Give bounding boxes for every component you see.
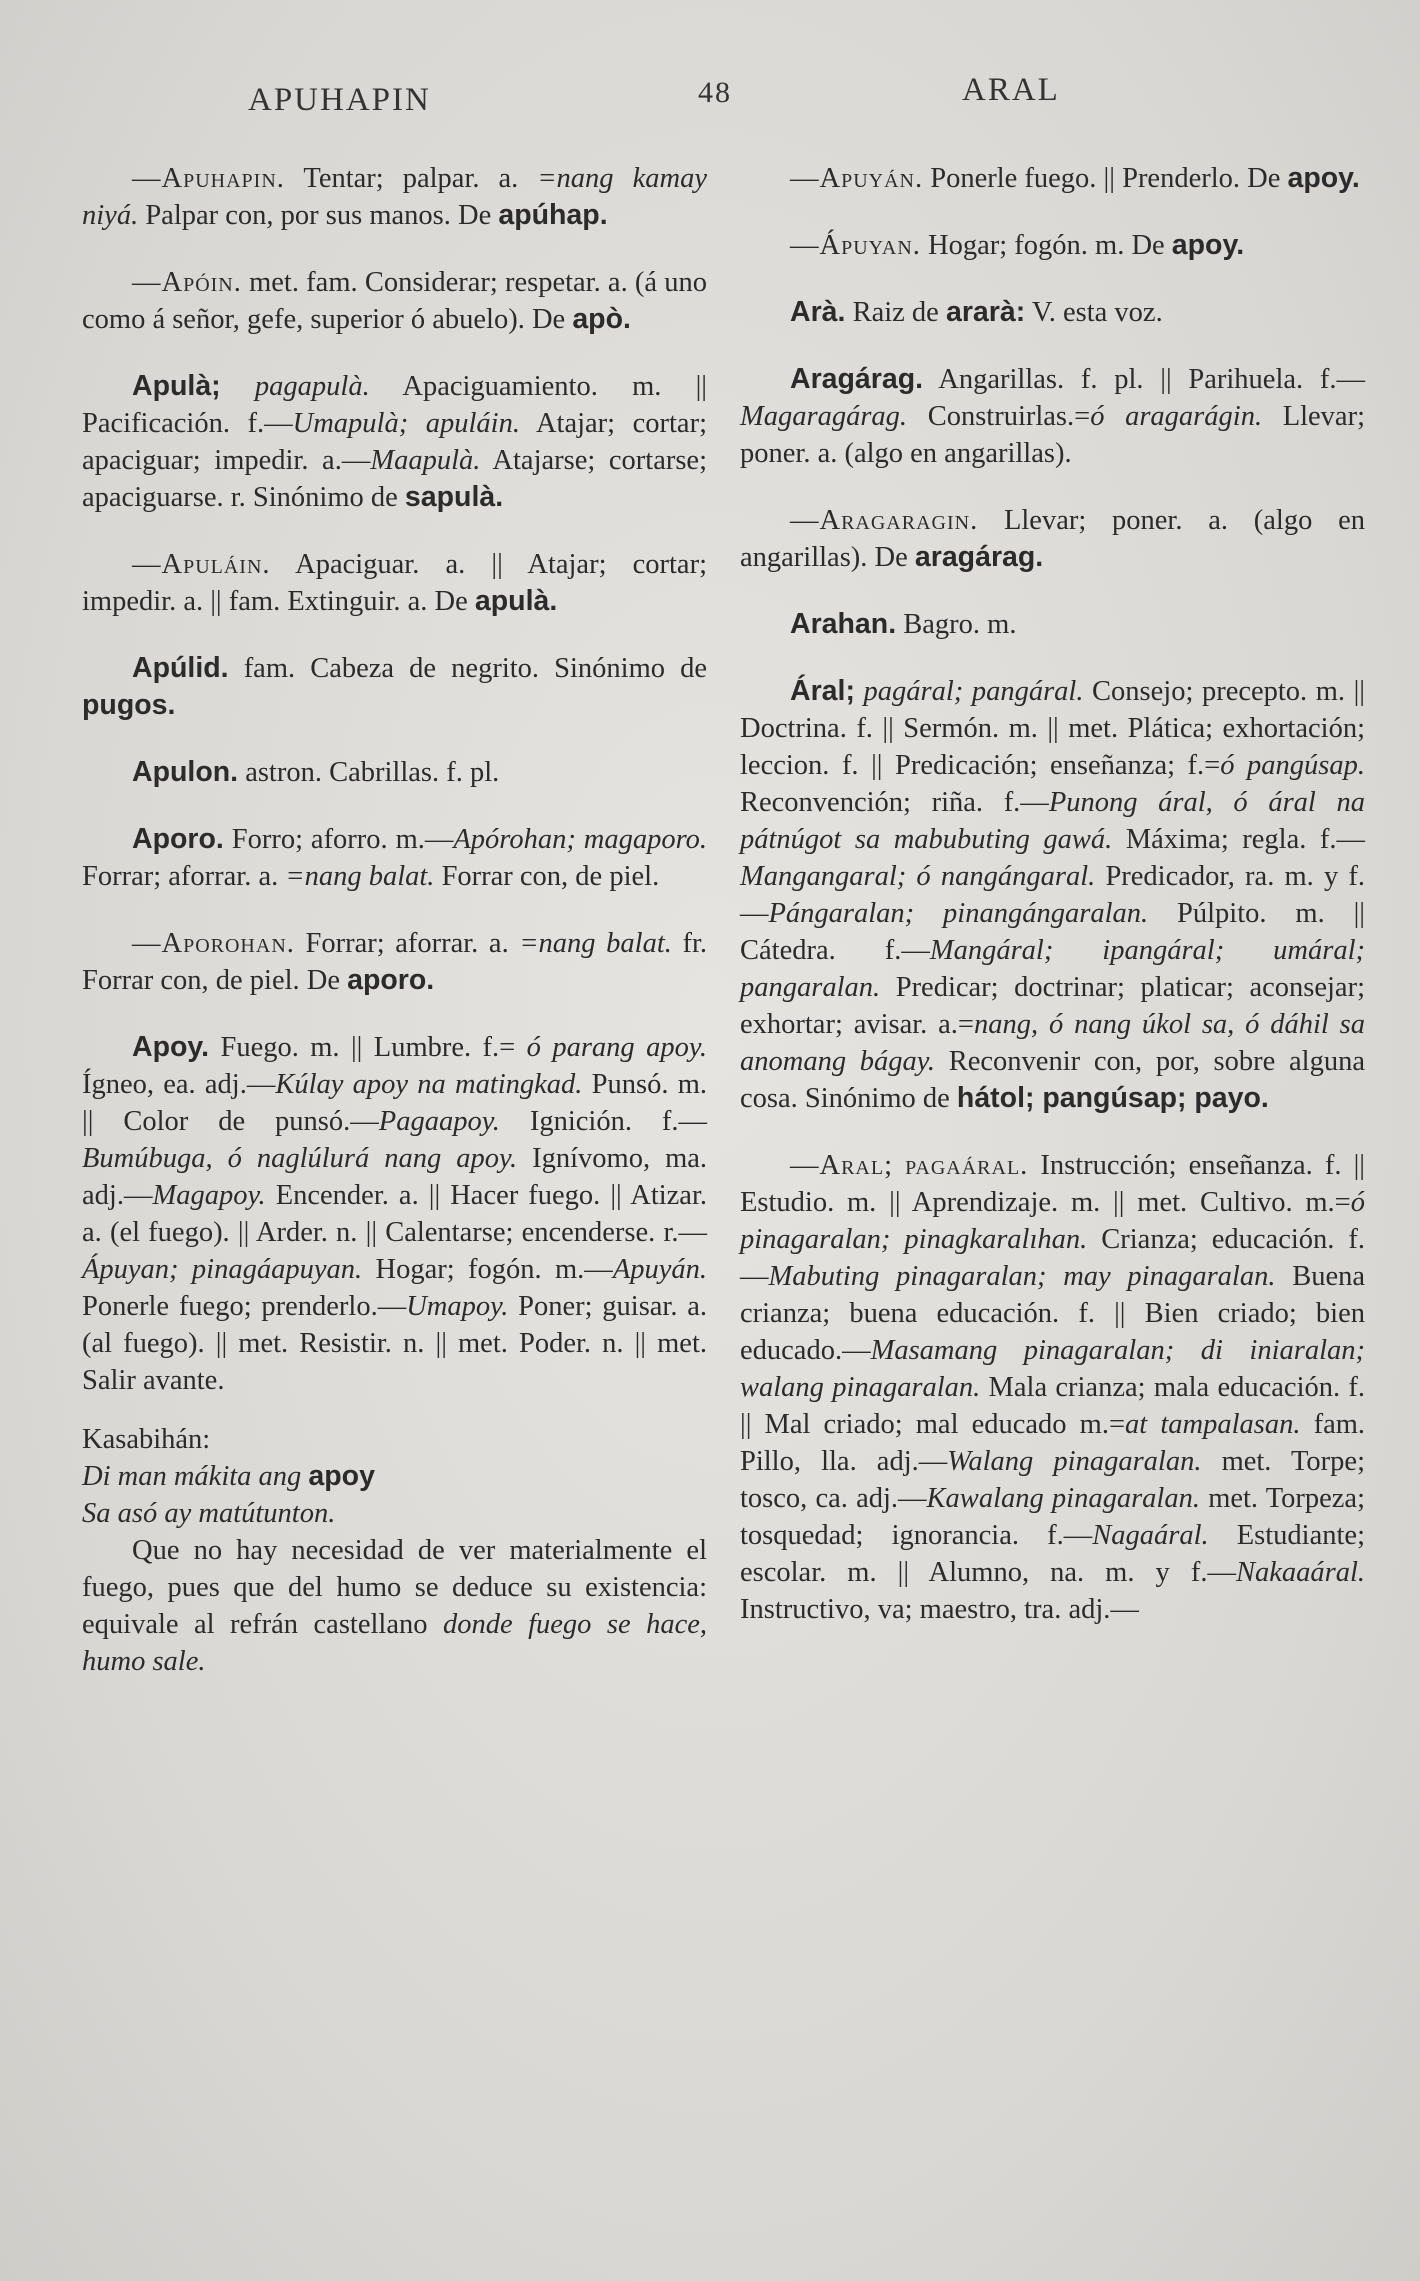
definition: Hogar; fogón. m. De bbox=[928, 230, 1165, 261]
definition: fam. Pillo, lla. adj.— bbox=[740, 1409, 1366, 1477]
definition: Instrucción; enseñanza. f. || Estudio. m. || Aprendizaje. m. || met. Cultivo. m.= bbox=[740, 1150, 1366, 1218]
derivative: Kawalang pinagaralan. bbox=[926, 1483, 1200, 1514]
definition: Encender. a. || Hacer fuego. || Atizar. a. (el fuego). || Arder. n. || Calentarse; encenderse. r.— bbox=[82, 1180, 707, 1248]
definition: Crianza; educación. f.— bbox=[740, 1224, 1365, 1292]
right-guide-word: ARAL bbox=[962, 72, 1060, 108]
cross-reference: aragárag. bbox=[914, 541, 1044, 573]
definition: Hogar; fogón. m.— bbox=[375, 1254, 613, 1285]
definition: met. Torpeza; tosquedad; ignorancia. f.— bbox=[740, 1483, 1366, 1551]
derivative: ó pangúsap. bbox=[1220, 750, 1365, 781]
example-phrase: Kúlay apoy na matingkad. bbox=[275, 1069, 583, 1100]
headword: —Ápuyan. bbox=[790, 230, 921, 261]
proverb-line-1 bbox=[82, 1458, 707, 1495]
headword: Apoy. bbox=[132, 1031, 210, 1063]
definition: Ponerle fuego. || Prenderlo. De bbox=[930, 163, 1281, 194]
definition: Ignívomo, ma. adj.— bbox=[82, 1143, 708, 1211]
entry-arahan bbox=[740, 606, 1365, 643]
headword: —Aporohan. bbox=[132, 928, 295, 959]
definition: Llevar; poner. a. (algo en angarillas). De bbox=[740, 505, 1365, 573]
derivative: Umapulà; apuláin. bbox=[292, 408, 520, 439]
definition: Mala crianza; mala educación. f. || Mal criado; mal educado m.= bbox=[740, 1372, 1366, 1440]
entry-apuyan bbox=[740, 160, 1365, 197]
derivative: Nakaaáral. bbox=[1235, 1557, 1365, 1588]
left-column bbox=[82, 160, 707, 1710]
definition: met. Torpe; tosco, ca. adj.— bbox=[740, 1446, 1365, 1514]
entry-apulain bbox=[82, 546, 707, 620]
proverb-keyword: apoy bbox=[308, 1460, 375, 1492]
definition: Ígneo, ea. adj.— bbox=[82, 1069, 276, 1100]
entry-aragarag bbox=[740, 361, 1365, 472]
definition: Buena crianza; buena educación. f. || Bien criado; bien educado.— bbox=[740, 1261, 1366, 1366]
definition: Atajar; cortar; apaciguar; impedir. a.— bbox=[82, 408, 707, 476]
definition: Construirlas.= bbox=[927, 401, 1091, 432]
entry-aporohan bbox=[82, 925, 707, 999]
entry-aporo bbox=[82, 821, 707, 895]
definition: Estudiante; escolar. m. || Alumno, na. m. y f.— bbox=[740, 1520, 1365, 1588]
definition: astron. Cabrillas. f. pl. bbox=[245, 757, 500, 788]
headword: Arahan. bbox=[790, 608, 897, 640]
definition: Instructivo, va; maestro, tra. adj.— bbox=[740, 1594, 1139, 1625]
cross-reference: apoy. bbox=[1287, 162, 1360, 194]
variant: pagapulà. bbox=[254, 371, 370, 402]
entry-aral bbox=[740, 673, 1365, 1117]
definition: Ignición. f.— bbox=[529, 1106, 708, 1137]
entry-apulon bbox=[82, 754, 707, 791]
definition: Púlpito. m. || Cátedra. f.— bbox=[740, 898, 1366, 966]
definition: Llevar; poner. a. (algo en angarillas). bbox=[740, 401, 1365, 469]
derivative: Umapoy. bbox=[406, 1291, 509, 1322]
synonym: pugos. bbox=[82, 689, 176, 721]
derivative: Bumúbuga, ó naglúlurá nang apoy. bbox=[82, 1143, 518, 1174]
cross-reference: apúhap. bbox=[498, 199, 608, 231]
cross-reference: apoy. bbox=[1171, 229, 1245, 261]
left-guide-word: APUHAPIN bbox=[248, 82, 431, 118]
synonym: sapulà. bbox=[404, 481, 504, 513]
page-header bbox=[0, 70, 1420, 130]
derivative: Apórohan; magaporo. bbox=[453, 824, 707, 855]
definition: Consejo; precepto. m. || Doctrina. f. || Sermón. m. || met. Plática; exhortación; leccion. f. || Predicación; enseñanza; f.= bbox=[740, 676, 1366, 781]
derivative: Nagaáral. bbox=[1092, 1520, 1209, 1551]
definition: Forrar; aforrar. a. bbox=[305, 928, 509, 959]
definition: Reconvenir con, por, sobre alguna cosa. Sinónimo de bbox=[740, 1046, 1365, 1114]
headword: —Apóin. bbox=[132, 267, 242, 298]
definition: V. esta voz. bbox=[1031, 297, 1163, 328]
definition: fr. Forrar con, de piel. De bbox=[82, 928, 708, 996]
definition: Predicar; doctrinar; platicar; aconsejar; exhortar; avisar. a.= bbox=[740, 972, 1365, 1040]
proverb-block bbox=[82, 1421, 707, 1680]
definition: Bagro. m. bbox=[903, 609, 1017, 640]
entry-apuhapin bbox=[82, 160, 707, 234]
headword: Aragárag. bbox=[790, 363, 924, 395]
synonym: hátol; pangúsap; payo. bbox=[956, 1082, 1269, 1114]
derivative: Punong áral, ó áral na pátnúgot sa mabubuting gawá. bbox=[740, 787, 1365, 855]
derivative: Apuyán. bbox=[612, 1254, 707, 1285]
headword: —Aral; bbox=[790, 1150, 893, 1181]
example-phrase: =nang kamay niyá. bbox=[82, 163, 707, 231]
definition: Tentar; palpar. a. bbox=[303, 163, 519, 194]
definition: Ponerle fuego; prenderlo.— bbox=[82, 1291, 407, 1322]
proverb-text: Di man mákita ang bbox=[82, 1461, 302, 1492]
headword: Aporo. bbox=[132, 823, 224, 855]
derivative: Ápuyan; pinagáapuyan. bbox=[82, 1254, 363, 1285]
refran: donde fuego se hace, humo sale. bbox=[82, 1609, 707, 1677]
definition: Atajarse; cortarse; apaciguarse. r. Sinónimo de bbox=[82, 445, 707, 513]
explanation-text: Que no hay necesidad de ver materialmente el fuego, pues que del humo se deduce su existencia: equivale al refrán castellano bbox=[82, 1535, 707, 1640]
proverb-explanation bbox=[82, 1532, 707, 1680]
cross-reference: ararà: bbox=[945, 296, 1026, 328]
cross-reference: aporo. bbox=[347, 964, 435, 996]
headword: —Apuhapin. bbox=[132, 163, 285, 194]
derivative: Magaragárag. bbox=[740, 401, 908, 432]
headword: —Apuyán. bbox=[790, 163, 924, 194]
derivative: Masamang pinagaralan; di iniaralan; walang pinagaralan. bbox=[740, 1335, 1365, 1403]
definition: Fuego. m. || Lumbre. f.= bbox=[220, 1032, 516, 1063]
derivative: ó aragarágin. bbox=[1090, 401, 1263, 432]
definition: fam. Cabeza de negrito. Sinónimo de bbox=[243, 653, 707, 684]
proverb-label: Kasabihán: bbox=[82, 1424, 211, 1455]
entry-apuyan-2 bbox=[740, 227, 1365, 264]
headword: Apulon. bbox=[132, 756, 239, 788]
definition: Apaciguamiento. m. || Pacificación. f.— bbox=[82, 371, 707, 439]
entry-aragaragin bbox=[740, 502, 1365, 576]
page-number: 48 bbox=[698, 76, 732, 109]
derivative: Mangáral; ipangáral; umáral; pangaralan. bbox=[740, 935, 1365, 1003]
right-column bbox=[740, 160, 1365, 1658]
headword: Apulà; bbox=[132, 370, 221, 402]
example-phrase: =nang balat. bbox=[285, 861, 435, 892]
example-phrase: ó parang apoy. bbox=[526, 1032, 708, 1063]
definition: Forrar; aforrar. a. bbox=[82, 861, 279, 892]
definition: Palpar con, por sus manos. De bbox=[145, 200, 492, 231]
derivative: Walang pinagaralan. bbox=[947, 1446, 1202, 1477]
derivative: nang, ó nang úkol sa, ó dáhil sa anomang bágay. bbox=[740, 1009, 1365, 1077]
variant: pagáral; pangáral. bbox=[863, 676, 1084, 707]
definition: Forrar con, de piel. bbox=[441, 861, 660, 892]
derivative: at tampalasan. bbox=[1125, 1409, 1301, 1440]
variant: pagaáral. bbox=[905, 1150, 1029, 1181]
definition: Poner; guisar. a. (al fuego). || met. Resistir. n. || met. Poder. n. || met. Salir avante. bbox=[82, 1291, 708, 1396]
headword: —Apuláin. bbox=[132, 549, 271, 580]
derivative: Pángaralan; pinangángaralan. bbox=[768, 898, 1149, 929]
definition: Angarillas. f. pl. || Parihuela. f.— bbox=[938, 364, 1366, 395]
headword: Áral; bbox=[790, 675, 855, 707]
entry-apulid bbox=[82, 650, 707, 724]
definition: Máxima; regla. f.— bbox=[1125, 824, 1365, 855]
entry-apoin bbox=[82, 264, 707, 338]
cross-reference: apulà. bbox=[474, 585, 558, 617]
entry-apoy bbox=[82, 1029, 707, 1399]
definition: Raiz de bbox=[852, 297, 939, 328]
definition: Forro; aforro. m.— bbox=[231, 824, 454, 855]
definition: met. fam. Considerar; respetar. a. (á uno como á señor, gefe, superior ó abuelo). De bbox=[82, 267, 708, 335]
headword: Arà. bbox=[790, 296, 846, 328]
derivative: ó pinagaralan; pinagkaralıhan. bbox=[740, 1187, 1365, 1255]
entry-apula bbox=[82, 368, 707, 516]
headword: Apúlid. bbox=[132, 652, 229, 684]
derivative: Magapoy. bbox=[152, 1180, 266, 1211]
headword: —Aragaragin. bbox=[790, 505, 979, 536]
definition: Predicador, ra. m. y f.— bbox=[740, 861, 1366, 929]
definition: Punsó. m. || Color de punsó.— bbox=[82, 1069, 708, 1137]
entry-ara bbox=[740, 294, 1365, 331]
derivative: Mangangaral; ó nangángaral. bbox=[740, 861, 1096, 892]
entry-aral-2 bbox=[740, 1147, 1365, 1628]
cross-reference: apò. bbox=[572, 303, 631, 335]
example-phrase: =nang balat. bbox=[519, 928, 672, 959]
derivative: Pagaapoy. bbox=[378, 1106, 500, 1137]
proverb-line-2: Sa asó ay matútunton. bbox=[82, 1498, 336, 1529]
definition: Reconvención; riña. f.— bbox=[740, 787, 1049, 818]
derivative: Maapulà. bbox=[370, 445, 481, 476]
definition: Apaciguar. a. || Atajar; cortar; impedir. a. || fam. Extinguir. a. De bbox=[82, 549, 707, 617]
derivative: Mabuting pinagaralan; may pinagaralan. bbox=[768, 1261, 1276, 1292]
